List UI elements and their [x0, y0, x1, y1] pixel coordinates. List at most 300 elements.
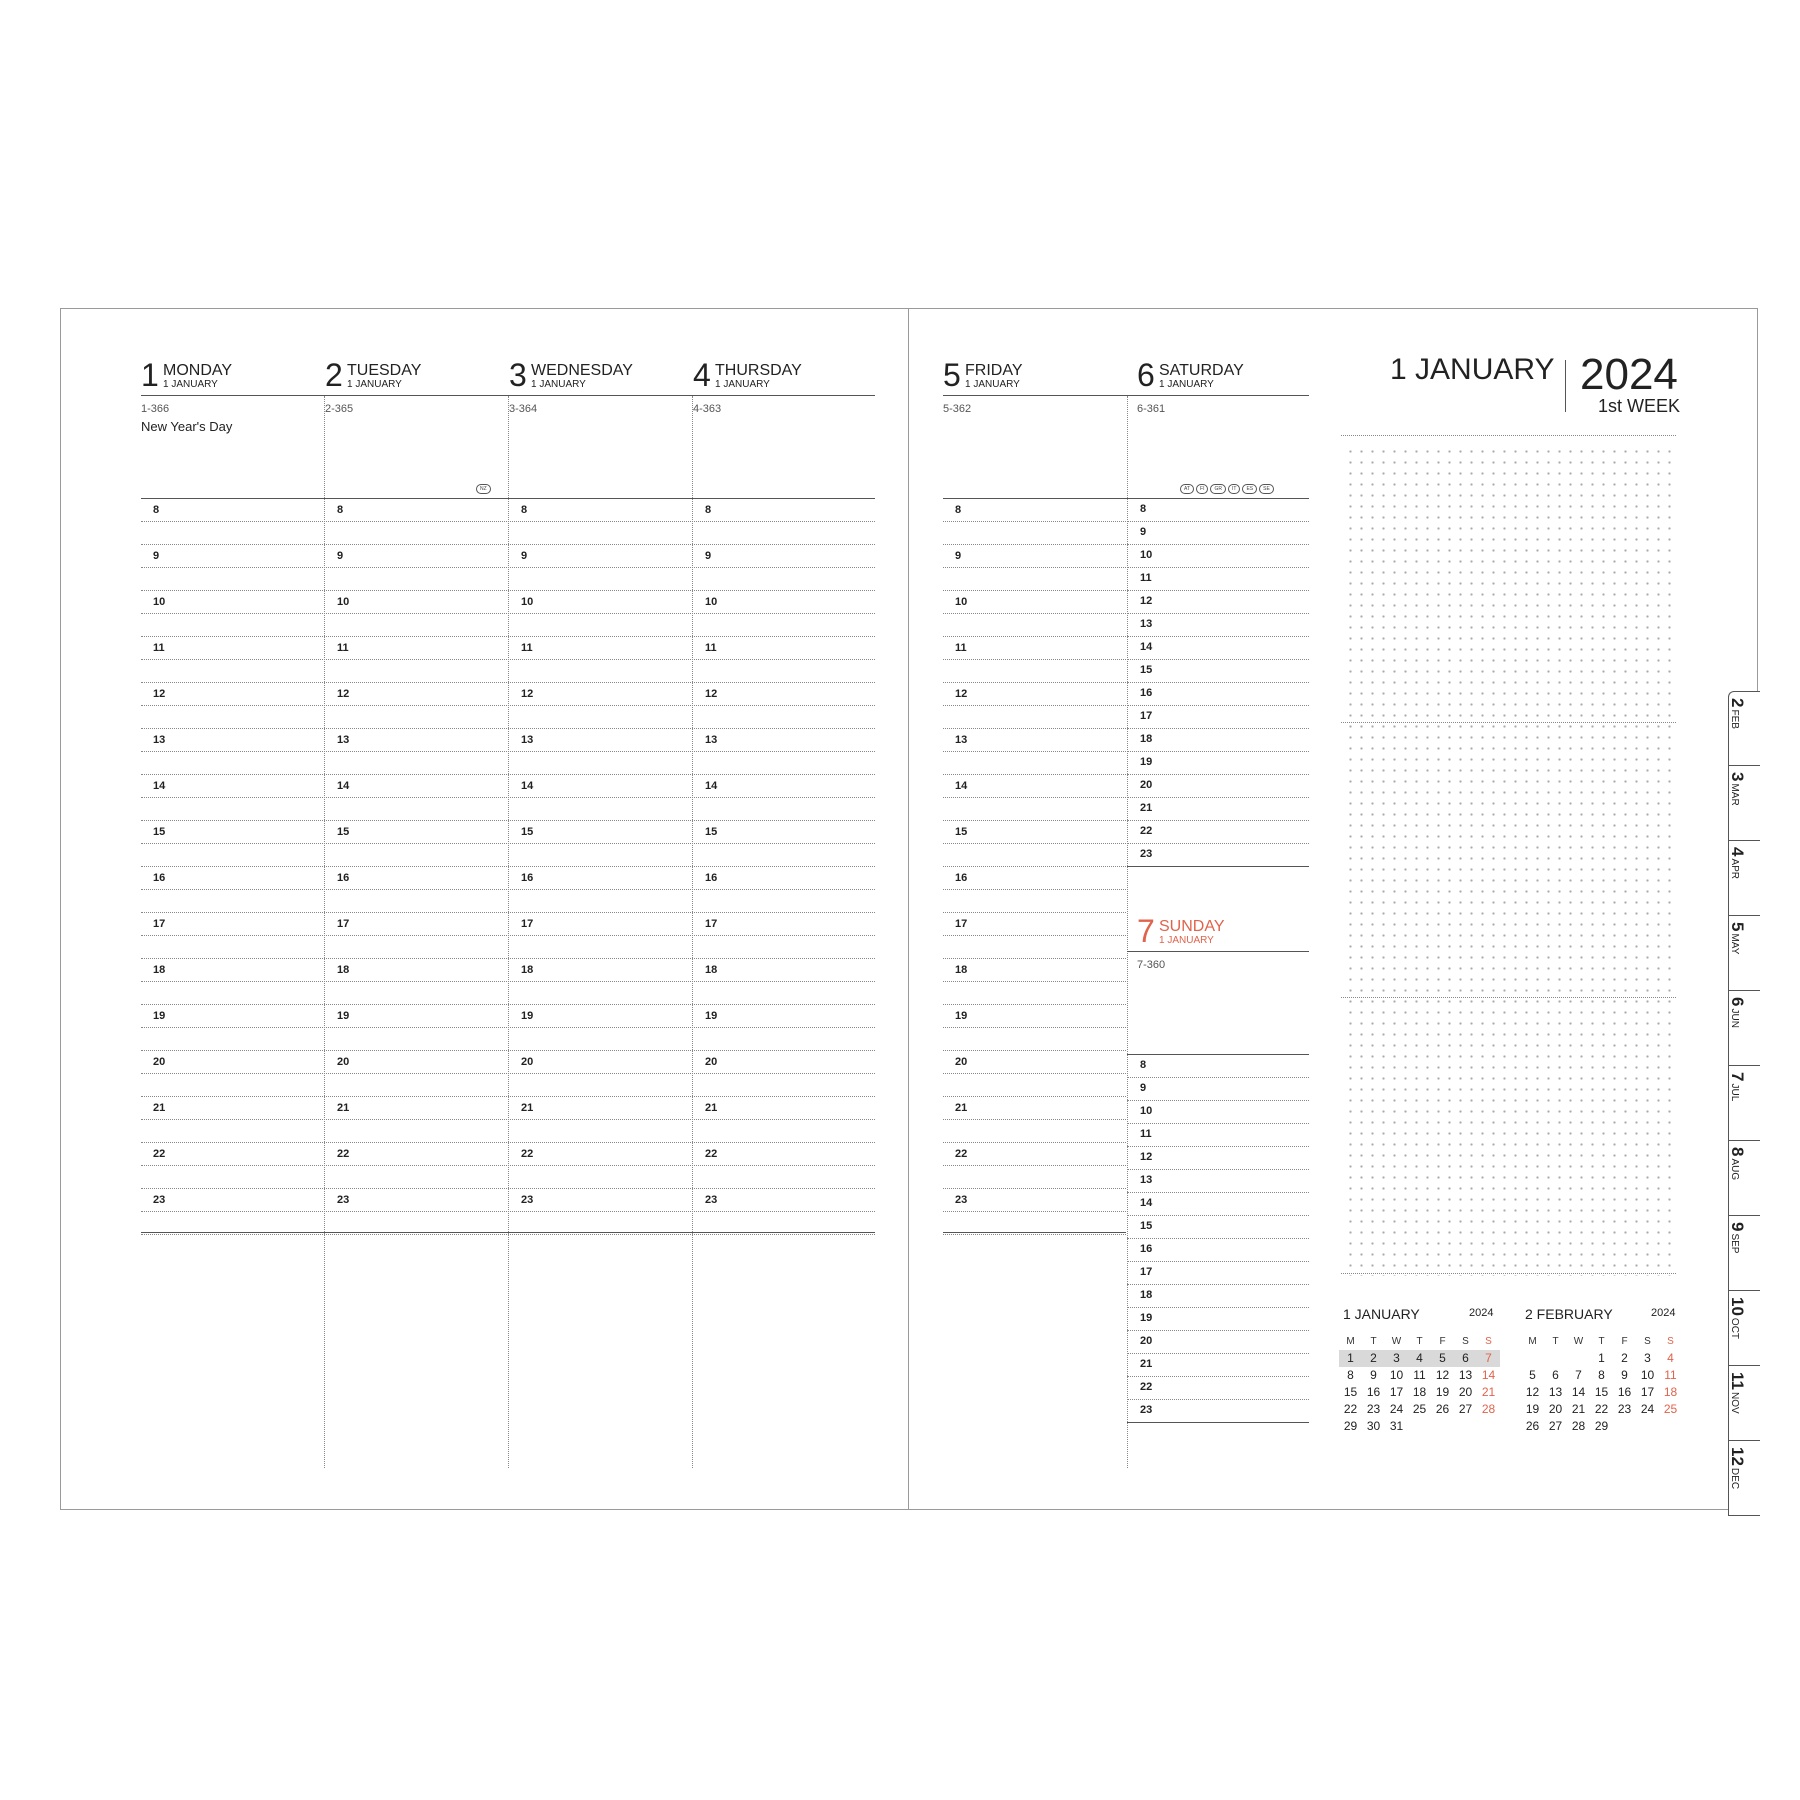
- calendar-date: 7: [1477, 1350, 1500, 1367]
- hour-label: 19: [1140, 1312, 1153, 1324]
- tab-month-abbr: MAR: [1729, 783, 1740, 806]
- hour-label: 8: [955, 504, 962, 516]
- calendar-date: 8: [1347, 1368, 1354, 1382]
- calendar-date: 5: [1431, 1350, 1454, 1367]
- month-tab-mar[interactable]: [1728, 766, 1760, 841]
- hour-label: 11: [337, 642, 349, 654]
- tab-month-number: 11: [1728, 1372, 1747, 1390]
- notes-top-rule: [1341, 435, 1676, 436]
- month-tab-label: [1727, 1297, 1747, 1339]
- hour-line: [943, 1096, 1126, 1097]
- calendar-date: 30: [1366, 1419, 1381, 1433]
- notes-bottom-rule: [1341, 1273, 1676, 1274]
- hour-label: 8: [337, 504, 344, 516]
- hour-label: 16: [955, 872, 968, 884]
- mini-calendar-grid: [1339, 1333, 1500, 1435]
- tab-month-number: 8: [1728, 1147, 1747, 1157]
- notes-divider: [1341, 997, 1676, 998]
- notes-divider: [1341, 722, 1676, 723]
- weekday-initial: W: [1391, 1336, 1402, 1347]
- half-hour-line: [943, 1073, 1126, 1074]
- saturday-bottom-rule: [1127, 866, 1309, 867]
- calendar-date: 16: [1617, 1385, 1632, 1399]
- day-of-year: 6-361: [1137, 403, 1166, 415]
- month-tab-sep[interactable]: [1728, 1216, 1760, 1291]
- tab-month-number: 6: [1728, 997, 1747, 1007]
- day-number: 5: [943, 357, 961, 393]
- hour-label: 13: [1140, 1174, 1153, 1186]
- tab-month-abbr: SEP: [1729, 1233, 1740, 1254]
- hour-line: [1127, 1169, 1309, 1170]
- hour-label: 20: [705, 1056, 718, 1068]
- hour-label: 22: [705, 1148, 718, 1160]
- half-hour-line: [943, 843, 1126, 844]
- holiday-country-badges: [1180, 484, 1274, 494]
- hour-line: [943, 820, 1126, 821]
- hour-label: 17: [521, 918, 534, 930]
- day-number: 4: [693, 357, 711, 393]
- tab-month-abbr: OCT: [1729, 1317, 1740, 1340]
- hour-line: [1127, 1261, 1309, 1262]
- hour-label: 21: [337, 1102, 350, 1114]
- day-header: [1137, 355, 1307, 399]
- hour-label: 16: [521, 872, 534, 884]
- calendar-date: 31: [1389, 1419, 1404, 1433]
- calendar-date: 14: [1571, 1385, 1586, 1399]
- hour-label: 12: [1140, 1151, 1153, 1163]
- hour-label: 18: [153, 964, 166, 976]
- hour-label: 9: [1140, 526, 1147, 538]
- hour-label: 19: [955, 1010, 968, 1022]
- day-divider: [692, 396, 693, 1468]
- hour-line: [1127, 1330, 1309, 1331]
- calendar-date: 7: [1575, 1368, 1582, 1382]
- hour-line: [1127, 728, 1309, 729]
- hour-label: 20: [1140, 1335, 1153, 1347]
- calendar-date: 12: [1525, 1385, 1540, 1399]
- tab-month-abbr: FEB: [1729, 709, 1740, 729]
- half-hour-line: [943, 567, 1126, 568]
- hour-label: 15: [955, 826, 968, 838]
- hour-label: 10: [955, 596, 968, 608]
- tab-month-number: 3: [1728, 772, 1747, 782]
- hour-line: [943, 1234, 1126, 1235]
- hour-label: 21: [1140, 1358, 1153, 1370]
- calendar-date: 20: [1548, 1402, 1563, 1416]
- hour-line: [943, 1142, 1126, 1143]
- hour-label: 22: [955, 1148, 968, 1160]
- hour-line: [1127, 1376, 1309, 1377]
- calendar-date: 27: [1458, 1402, 1473, 1416]
- hour-label: 13: [955, 734, 968, 746]
- calendar-date: 29: [1594, 1419, 1609, 1433]
- day-header: [1137, 911, 1307, 955]
- mini-calendar-year: 2024: [1651, 1307, 1676, 1319]
- calendar-date: [1477, 1418, 1500, 1435]
- hour-label: 11: [955, 642, 967, 654]
- hour-label: 9: [521, 550, 528, 562]
- hour-line: [1127, 705, 1309, 706]
- weekday-initial: W: [1573, 1336, 1584, 1347]
- day-of-year: 5-362: [943, 403, 972, 415]
- hour-line: [943, 774, 1126, 775]
- calendar-date: [1431, 1418, 1454, 1435]
- month-tab-label: [1727, 772, 1747, 806]
- day-number: 6: [1137, 357, 1155, 393]
- calendar-date: 6: [1454, 1350, 1477, 1367]
- hour-label: 10: [153, 596, 166, 608]
- hour-label: 17: [153, 918, 166, 930]
- calendar-date: 8: [1598, 1368, 1605, 1382]
- calendar-date: 2: [1621, 1351, 1628, 1365]
- half-hour-line: [943, 797, 1126, 798]
- hour-label: 10: [705, 596, 718, 608]
- hour-label: 10: [1140, 549, 1153, 561]
- hour-line: [1127, 774, 1309, 775]
- calendar-date: 22: [1343, 1402, 1358, 1416]
- calendar-date: 26: [1435, 1402, 1450, 1416]
- hour-label: 20: [337, 1056, 350, 1068]
- hour-line: [943, 958, 1126, 959]
- calendar-date: 27: [1548, 1419, 1563, 1433]
- calendar-date: 25: [1412, 1402, 1427, 1416]
- mini-calendar-grid: [1521, 1333, 1682, 1435]
- weekday-initial: T: [1552, 1336, 1559, 1347]
- calendar-date: 11: [1664, 1368, 1677, 1382]
- hour-line: [943, 866, 1126, 867]
- hour-label: 13: [1140, 618, 1153, 630]
- calendar-date: [1521, 1350, 1544, 1367]
- hour-line: [1127, 1077, 1309, 1078]
- hours-top-rule: [943, 498, 1309, 499]
- half-hour-line: [943, 705, 1126, 706]
- calendar-date: 21: [1481, 1385, 1496, 1399]
- hour-label: 9: [955, 550, 962, 562]
- month-tab-label: [1727, 1072, 1747, 1101]
- hour-line: [943, 912, 1126, 913]
- hour-label: 17: [1140, 710, 1153, 722]
- hour-label: 18: [337, 964, 350, 976]
- day-weekday: MONDAY: [163, 362, 233, 379]
- hour-label: 18: [521, 964, 534, 976]
- hour-line: [1127, 1123, 1309, 1124]
- calendar-date: 23: [1366, 1402, 1381, 1416]
- hour-label: 14: [955, 780, 968, 792]
- day-of-year: 4-363: [693, 403, 722, 415]
- hour-label: 18: [1140, 1289, 1153, 1301]
- month-tab-label: [1727, 922, 1747, 954]
- hour-line: [1127, 682, 1309, 683]
- country-badge: AT: [1180, 484, 1194, 494]
- hour-line: [1127, 1353, 1309, 1354]
- day-header: [943, 355, 1113, 399]
- calendar-date: 6: [1552, 1368, 1559, 1382]
- hour-label: 23: [337, 1194, 350, 1206]
- hour-label: 13: [153, 734, 166, 746]
- calendar-date: 9: [1370, 1368, 1377, 1382]
- weekday-initial: M: [1346, 1336, 1355, 1347]
- hour-label: 14: [153, 780, 166, 792]
- tab-month-number: 10: [1728, 1297, 1747, 1316]
- country-badge: GR: [1210, 484, 1226, 494]
- half-hour-line: [943, 1027, 1126, 1028]
- hours-top-rule: [1127, 1054, 1309, 1055]
- day-of-year: 3-364: [509, 403, 538, 415]
- tab-month-abbr: NOV: [1729, 1391, 1740, 1414]
- hour-line: [943, 1004, 1126, 1005]
- weekday-initial: S: [1462, 1336, 1469, 1347]
- hour-label: 23: [1140, 1404, 1153, 1416]
- hour-line: [1127, 636, 1309, 637]
- month-tab-label: [1727, 1447, 1747, 1489]
- day-month: 1 JANUARY: [531, 379, 586, 390]
- calendar-date: 23: [1617, 1402, 1632, 1416]
- calendar-date: 20: [1458, 1385, 1473, 1399]
- hours-bottom-rule: [943, 1232, 1126, 1233]
- calendar-date: 19: [1435, 1385, 1450, 1399]
- hour-label: 19: [705, 1010, 718, 1022]
- hour-line: [1127, 797, 1309, 798]
- weekday-initial: S: [1485, 1336, 1492, 1347]
- calendar-date: 28: [1481, 1402, 1496, 1416]
- day-header: [141, 355, 311, 399]
- hour-label: 9: [337, 550, 344, 562]
- hour-line: [943, 544, 1126, 545]
- half-hour-line: [943, 1165, 1126, 1166]
- calendar-date: 3: [1644, 1351, 1651, 1365]
- hour-label: 21: [705, 1102, 718, 1114]
- hour-line: [1127, 1307, 1309, 1308]
- calendar-date: 24: [1389, 1402, 1404, 1416]
- day-month: 1 JANUARY: [163, 379, 218, 390]
- hour-label: 16: [1140, 687, 1153, 699]
- hour-label: 13: [705, 734, 718, 746]
- month-tab-feb[interactable]: [1728, 691, 1760, 766]
- weekday-initial: F: [1439, 1336, 1446, 1347]
- hour-label: 11: [521, 642, 533, 654]
- day-number: 2: [325, 357, 343, 393]
- calendar-date: 9: [1621, 1368, 1628, 1382]
- month-tab-label: [1727, 847, 1747, 879]
- calendar-date: 13: [1548, 1385, 1563, 1399]
- tab-month-abbr: APR: [1729, 858, 1740, 880]
- hour-label: 14: [521, 780, 534, 792]
- hour-label: 19: [521, 1010, 534, 1022]
- hour-label: 19: [153, 1010, 166, 1022]
- hour-label: 8: [705, 504, 712, 516]
- hour-label: 22: [337, 1148, 350, 1160]
- hour-label: 23: [521, 1194, 534, 1206]
- month-tab-apr[interactable]: [1728, 841, 1760, 916]
- tab-month-abbr: DEC: [1729, 1467, 1740, 1490]
- hour-label: 15: [1140, 1220, 1153, 1232]
- half-hour-line: [943, 1211, 1126, 1212]
- hour-label: 10: [1140, 1105, 1153, 1117]
- tab-month-abbr: AUG: [1729, 1158, 1740, 1181]
- hour-label: 14: [705, 780, 718, 792]
- hour-label: 18: [1140, 733, 1153, 745]
- weekday-initial: T: [1416, 1336, 1423, 1347]
- calendar-date: 13: [1458, 1368, 1473, 1382]
- hour-label: 19: [1140, 756, 1153, 768]
- calendar-date: 4: [1667, 1351, 1674, 1365]
- calendar-date: [1636, 1418, 1659, 1435]
- day-divider: [324, 396, 325, 1468]
- calendar-date: 17: [1389, 1385, 1404, 1399]
- hour-label: 12: [337, 688, 350, 700]
- hour-label: 23: [153, 1194, 166, 1206]
- calendar-date: 10: [1640, 1368, 1655, 1382]
- weekday-initial: S: [1644, 1336, 1651, 1347]
- month-tab-dec[interactable]: [1728, 1441, 1760, 1516]
- hour-label: 15: [521, 826, 534, 838]
- tab-month-number: 5: [1728, 922, 1747, 932]
- hour-label: 20: [521, 1056, 534, 1068]
- calendar-date: 10: [1389, 1368, 1404, 1382]
- holiday-country-badges: [476, 484, 491, 494]
- holiday-name: New Year's Day: [141, 419, 233, 434]
- calendar-date: 14: [1481, 1368, 1496, 1382]
- day-number: 1: [141, 357, 159, 393]
- half-hour-line: [943, 659, 1126, 660]
- hour-line: [1127, 820, 1309, 821]
- hour-label: 17: [705, 918, 718, 930]
- month-tab-label: [1727, 698, 1747, 729]
- sunday-bottom-rule: [1127, 1422, 1309, 1423]
- hour-line: [1127, 1215, 1309, 1216]
- day-number: 7: [1137, 913, 1155, 949]
- hour-label: 13: [521, 734, 534, 746]
- hour-label: 20: [153, 1056, 166, 1068]
- month-tab-oct[interactable]: [1728, 1291, 1760, 1366]
- hour-label: 12: [521, 688, 534, 700]
- month-tab-may[interactable]: [1728, 916, 1760, 991]
- calendar-date: 2: [1362, 1350, 1385, 1367]
- hour-label: 20: [955, 1056, 968, 1068]
- hour-label: 23: [1140, 848, 1153, 860]
- hour-label: 11: [705, 642, 717, 654]
- hour-label: 12: [705, 688, 718, 700]
- calendar-date: 18: [1663, 1385, 1678, 1399]
- calendar-date: 5: [1529, 1368, 1536, 1382]
- day-header: [509, 355, 679, 399]
- hour-label: 9: [153, 550, 160, 562]
- hour-label: 12: [1140, 595, 1153, 607]
- month-tab-nov[interactable]: [1728, 1366, 1760, 1441]
- weekday-initial: F: [1621, 1336, 1628, 1347]
- calendar-date: 19: [1525, 1402, 1540, 1416]
- hour-label: 22: [1140, 1381, 1153, 1393]
- day-weekday: THURSDAY: [715, 362, 802, 379]
- day-of-year: 2-365: [325, 403, 354, 415]
- hour-label: 21: [955, 1102, 968, 1114]
- calendar-date: [1454, 1418, 1477, 1435]
- calendar-date: 17: [1640, 1385, 1655, 1399]
- calendar-date: 21: [1571, 1402, 1586, 1416]
- hour-label: 15: [1140, 664, 1153, 676]
- calendar-date: 11: [1413, 1368, 1426, 1382]
- tab-month-number: 4: [1728, 847, 1747, 857]
- hour-label: 8: [1140, 503, 1147, 515]
- half-hour-line: [943, 935, 1126, 936]
- hour-label: 15: [153, 826, 166, 838]
- week-number-label: 1st WEEK: [1598, 396, 1681, 416]
- hour-label: 17: [337, 918, 350, 930]
- mini-calendar-title: 2 FEBRUARY: [1525, 1306, 1613, 1322]
- hour-line: [1127, 659, 1309, 660]
- weekday-initial: M: [1528, 1336, 1537, 1347]
- half-hour-line: [943, 889, 1126, 890]
- hour-line: [1127, 567, 1309, 568]
- calendar-date: 15: [1343, 1385, 1358, 1399]
- tab-month-number: 12: [1728, 1447, 1747, 1466]
- month-tab-label: [1727, 1372, 1747, 1414]
- month-tab-jul[interactable]: [1728, 1066, 1760, 1141]
- month-tab-aug[interactable]: [1728, 1141, 1760, 1216]
- country-badge: NZ: [476, 484, 491, 494]
- day-weekday: TUESDAY: [347, 362, 422, 379]
- tab-month-abbr: JUL: [1729, 1083, 1740, 1102]
- hour-line: [943, 636, 1126, 637]
- week-year-title: 2024: [1580, 350, 1678, 399]
- mini-calendar-year: 2024: [1469, 1307, 1494, 1319]
- week-month-title: 1 JANUARY: [1390, 353, 1555, 386]
- day-of-year: 7-360: [1137, 959, 1166, 971]
- half-hour-line: [943, 613, 1126, 614]
- hour-label: 16: [337, 872, 350, 884]
- hour-label: 22: [153, 1148, 166, 1160]
- tab-month-abbr: JUN: [1729, 1008, 1740, 1028]
- hour-label: 9: [1140, 1082, 1147, 1094]
- hour-label: 22: [521, 1148, 534, 1160]
- hour-label: 20: [1140, 779, 1153, 791]
- calendar-date: 24: [1640, 1402, 1655, 1416]
- hour-label: 8: [153, 504, 160, 516]
- tab-month-number: 9: [1728, 1222, 1747, 1232]
- hour-label: 16: [705, 872, 718, 884]
- hour-line: [1127, 544, 1309, 545]
- day-weekday: FRIDAY: [965, 362, 1023, 379]
- hour-line: [1127, 613, 1309, 614]
- calendar-date: [1544, 1350, 1567, 1367]
- hour-label: 12: [153, 688, 166, 700]
- hour-line: [1127, 1399, 1309, 1400]
- country-badge: FI: [1196, 484, 1208, 494]
- hour-label: 17: [1140, 1266, 1153, 1278]
- country-badge: ES: [1242, 484, 1257, 494]
- hour-line: [1127, 521, 1309, 522]
- hour-label: 23: [705, 1194, 718, 1206]
- hour-line: [943, 728, 1126, 729]
- day-of-year: 1-366: [141, 403, 170, 415]
- hour-label: 12: [955, 688, 968, 700]
- hour-label: 8: [1140, 1059, 1147, 1071]
- calendar-date: [1613, 1418, 1636, 1435]
- calendar-date: 26: [1525, 1419, 1540, 1433]
- month-tab-jun[interactable]: [1728, 991, 1760, 1066]
- hour-label: 10: [337, 596, 350, 608]
- hour-line: [943, 1050, 1126, 1051]
- calendar-date: 15: [1594, 1385, 1609, 1399]
- country-badge: IT: [1228, 484, 1240, 494]
- tab-month-number: 7: [1728, 1072, 1747, 1082]
- day-number: 3: [509, 357, 527, 393]
- day-month: 1 JANUARY: [965, 379, 1020, 390]
- half-hour-line: [943, 1119, 1126, 1120]
- day-header: [325, 355, 495, 399]
- day-weekday: SATURDAY: [1159, 362, 1244, 379]
- calendar-date: [1659, 1418, 1682, 1435]
